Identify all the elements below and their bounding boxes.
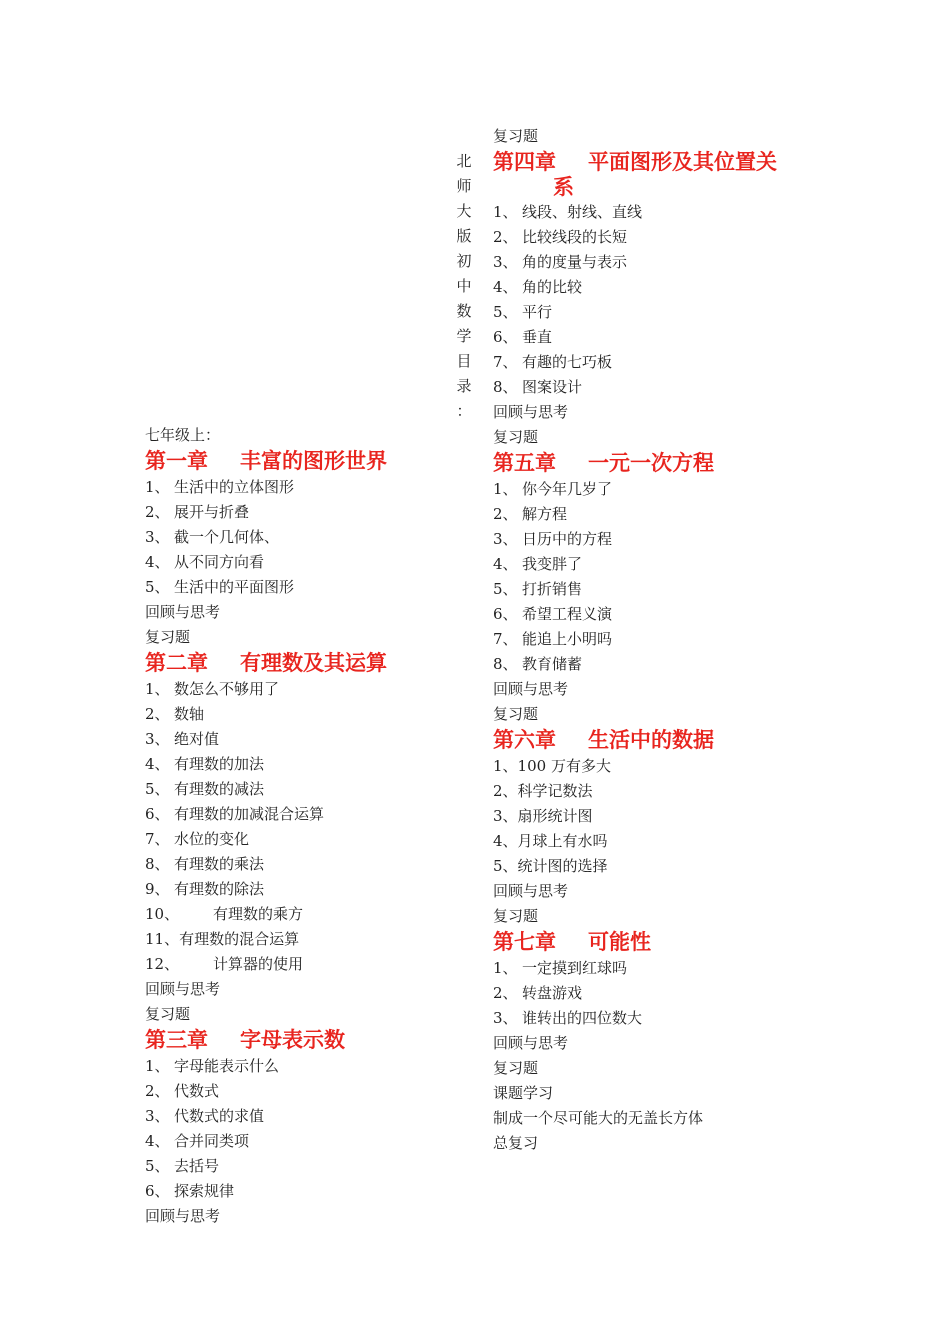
toc-item bbox=[145, 1129, 445, 1154]
toc-section-line: 回顾与思考 bbox=[493, 403, 569, 421]
chapter-number: 第一章 bbox=[145, 449, 208, 473]
review-line: 复习题 bbox=[493, 127, 539, 145]
toc-item-number: 5、 bbox=[145, 578, 170, 596]
toc-item bbox=[145, 877, 445, 902]
toc-section-line: 总复习 bbox=[493, 1134, 539, 1152]
toc-item-title: 代数式 bbox=[174, 1082, 220, 1100]
vertical-title-char: 目 bbox=[456, 352, 472, 370]
chapter-title: 平面图形及其位置关 bbox=[588, 150, 777, 174]
toc-item bbox=[145, 927, 445, 952]
toc-item bbox=[145, 550, 445, 575]
toc-item-title: 水位的变化 bbox=[174, 830, 250, 848]
right-column bbox=[493, 124, 893, 1156]
toc-item-number: 1、 bbox=[493, 203, 518, 221]
toc-item-number: 4、 bbox=[493, 278, 518, 296]
toc-item-title: 有理数的加法 bbox=[174, 755, 265, 773]
toc-item bbox=[145, 1154, 445, 1179]
toc-item bbox=[145, 1104, 445, 1129]
toc-item bbox=[145, 1054, 445, 1079]
chapter-heading bbox=[493, 149, 893, 176]
toc-item-number: 1、 bbox=[493, 480, 518, 498]
chapter-title: 丰富的图形世界 bbox=[240, 449, 387, 473]
toc-item-title: 你今年几岁了 bbox=[522, 480, 613, 498]
toc-item bbox=[493, 577, 893, 602]
toc-item bbox=[493, 225, 893, 250]
toc-item-title: 有趣的七巧板 bbox=[522, 353, 613, 371]
toc-item bbox=[493, 981, 893, 1006]
toc-item bbox=[145, 777, 445, 802]
toc-item bbox=[145, 1179, 445, 1204]
toc-item-number: 2、 bbox=[145, 503, 170, 521]
chapter-heading bbox=[493, 727, 893, 754]
chapter-heading bbox=[493, 929, 893, 956]
toc-item-title: 截一个几何体、 bbox=[174, 528, 280, 546]
vertical-title-char: 录 bbox=[456, 377, 472, 395]
toc-item-number: 4、 bbox=[145, 553, 170, 571]
grade-label: 七年级上： bbox=[145, 426, 221, 444]
toc-section-line: 回顾与思考 bbox=[493, 1034, 569, 1052]
toc-item-title: 谁转出的四位数大 bbox=[522, 1009, 643, 1027]
toc-section-line: 回顾与思考 bbox=[493, 680, 569, 698]
chapter-title: 可能性 bbox=[588, 930, 651, 954]
toc-item-number: 4、 bbox=[145, 1132, 170, 1150]
toc-item-title: 有理数的除法 bbox=[174, 880, 265, 898]
toc-section-line: 课题学习 bbox=[493, 1084, 554, 1102]
toc-item-title: 希望工程义演 bbox=[522, 605, 613, 623]
toc-item-number: 10、 bbox=[145, 905, 180, 923]
toc-section-line: 制成一个尽可能大的无盖长方体 bbox=[493, 1109, 704, 1127]
toc-item-title: 有理数的减法 bbox=[174, 780, 265, 798]
toc-section-line: 回顾与思考 bbox=[145, 980, 221, 998]
toc-item-title: 代数式的求值 bbox=[174, 1107, 265, 1125]
toc-item bbox=[493, 652, 893, 677]
chapter-number: 第四章 bbox=[493, 150, 556, 174]
toc-item bbox=[145, 952, 445, 977]
chapter-title: 生活中的数据 bbox=[588, 728, 714, 752]
toc-item bbox=[145, 752, 445, 777]
toc-item-number: 7、 bbox=[493, 630, 518, 648]
toc-item-number: 4、 bbox=[145, 755, 170, 773]
toc-item-number: 5、 bbox=[145, 780, 170, 798]
toc-item bbox=[493, 1006, 893, 1031]
toc-item-number: 1、 bbox=[145, 1057, 170, 1075]
toc-section-line: 回顾与思考 bbox=[493, 882, 569, 900]
toc-item bbox=[145, 827, 445, 852]
toc-item-number: 1、 bbox=[145, 680, 170, 698]
toc-item-number: 5、 bbox=[493, 857, 518, 875]
toc-item bbox=[145, 902, 445, 927]
toc-item-title: 角的度量与表示 bbox=[522, 253, 628, 271]
toc-section-line: 复习题 bbox=[145, 1005, 191, 1023]
toc-item-title: 统计图的选择 bbox=[517, 857, 608, 875]
toc-item-number: 12、 bbox=[145, 955, 180, 973]
toc-item-title: 字母能表示什么 bbox=[174, 1057, 280, 1075]
toc-item-title: 有理数的混合运算 bbox=[179, 930, 300, 948]
toc-item-number: 3、 bbox=[493, 253, 518, 271]
vertical-title-char: ： bbox=[456, 402, 472, 420]
toc-item bbox=[493, 502, 893, 527]
toc-item-title: 日历中的方程 bbox=[522, 530, 613, 548]
toc-item-title: 数轴 bbox=[174, 705, 205, 723]
chapter-title: 字母表示数 bbox=[240, 1028, 345, 1052]
chapter-heading bbox=[493, 450, 893, 477]
chapter-number: 第六章 bbox=[493, 728, 556, 752]
toc-item-number: 4、 bbox=[493, 832, 518, 850]
toc-item-title: 生活中的平面图形 bbox=[174, 578, 295, 596]
toc-item-number: 7、 bbox=[493, 353, 518, 371]
toc-item-number: 3、 bbox=[493, 530, 518, 548]
toc-item-number: 6、 bbox=[145, 1182, 170, 1200]
toc-item-title: 教育储蓄 bbox=[522, 655, 583, 673]
toc-item-title: 100 万有多大 bbox=[517, 757, 611, 775]
toc-item bbox=[493, 956, 893, 981]
toc-item bbox=[493, 602, 893, 627]
toc-section-line: 复习题 bbox=[145, 628, 191, 646]
toc-item-title: 垂直 bbox=[522, 328, 553, 346]
left-column bbox=[145, 423, 445, 1229]
toc-item-title: 去括号 bbox=[174, 1157, 220, 1175]
toc-item-number: 6、 bbox=[145, 805, 170, 823]
toc-item bbox=[145, 475, 445, 500]
toc-item-number: 2、 bbox=[493, 782, 518, 800]
toc-item-title: 绝对值 bbox=[174, 730, 220, 748]
toc-item-number: 4、 bbox=[493, 555, 518, 573]
toc-item bbox=[493, 350, 893, 375]
toc-item-number: 8、 bbox=[493, 655, 518, 673]
toc-item-number: 1、 bbox=[145, 478, 170, 496]
vertical-title bbox=[455, 150, 473, 425]
chapter-title: 一元一次方程 bbox=[588, 451, 714, 475]
chapter-title: 有理数及其运算 bbox=[240, 651, 387, 675]
toc-item-number: 5、 bbox=[145, 1157, 170, 1175]
toc-item-title: 我变胖了 bbox=[522, 555, 583, 573]
toc-section-line: 复习题 bbox=[493, 1059, 539, 1077]
toc-section-line: 复习题 bbox=[493, 705, 539, 723]
toc-item-title: 扇形统计图 bbox=[517, 807, 593, 825]
toc-item bbox=[493, 754, 893, 779]
toc-item bbox=[145, 677, 445, 702]
toc-item-number: 7、 bbox=[145, 830, 170, 848]
toc-item-title: 合并同类项 bbox=[174, 1132, 250, 1150]
toc-item bbox=[145, 1079, 445, 1104]
toc-item-title: 线段、射线、直线 bbox=[522, 203, 643, 221]
toc-item-number: 2、 bbox=[493, 505, 518, 523]
toc-item-title: 有理数的乘法 bbox=[174, 855, 265, 873]
toc-item bbox=[145, 575, 445, 600]
toc-item-number: 8、 bbox=[145, 855, 170, 873]
toc-item-title: 探索规律 bbox=[174, 1182, 235, 1200]
toc-item-number: 2、 bbox=[493, 984, 518, 1002]
toc-item-title: 生活中的立体图形 bbox=[174, 478, 295, 496]
vertical-title-char: 师 bbox=[456, 177, 472, 195]
vertical-title-char: 初 bbox=[456, 252, 472, 270]
toc-item-number: 2、 bbox=[145, 1082, 170, 1100]
toc-section-line: 回顾与思考 bbox=[145, 1207, 221, 1225]
toc-item bbox=[493, 552, 893, 577]
toc-item-title: 比较线段的长短 bbox=[522, 228, 628, 246]
toc-item-title: 从不同方向看 bbox=[174, 553, 265, 571]
vertical-title-char: 北 bbox=[456, 152, 472, 170]
vertical-title-char: 中 bbox=[456, 277, 472, 295]
toc-item bbox=[145, 702, 445, 727]
toc-item bbox=[493, 854, 893, 879]
chapter-number: 第三章 bbox=[145, 1028, 208, 1052]
toc-item-title: 数怎么不够用了 bbox=[174, 680, 280, 698]
toc-item-title: 展开与折叠 bbox=[174, 503, 250, 521]
toc-item bbox=[493, 375, 893, 400]
toc-item-title: 解方程 bbox=[522, 505, 568, 523]
toc-item-title: 有理数的乘方 bbox=[213, 905, 304, 923]
toc-item-number: 2、 bbox=[493, 228, 518, 246]
toc-section-line: 回顾与思考 bbox=[145, 603, 221, 621]
toc-item bbox=[493, 527, 893, 552]
chapter-number: 第二章 bbox=[145, 651, 208, 675]
toc-item bbox=[145, 802, 445, 827]
toc-item-title: 图案设计 bbox=[522, 378, 583, 396]
toc-item-number: 11、 bbox=[145, 930, 180, 948]
chapter-number: 第五章 bbox=[493, 451, 556, 475]
toc-item-title: 有理数的加减混合运算 bbox=[174, 805, 325, 823]
toc-item-title: 月球上有水吗 bbox=[517, 832, 608, 850]
chapter-heading bbox=[145, 650, 445, 677]
vertical-title-char: 学 bbox=[456, 327, 472, 345]
toc-item-title: 角的比较 bbox=[522, 278, 583, 296]
toc-item bbox=[493, 250, 893, 275]
toc-item-number: 3、 bbox=[145, 1107, 170, 1125]
toc-section-line: 复习题 bbox=[493, 428, 539, 446]
toc-item-number: 6、 bbox=[493, 328, 518, 346]
toc-item bbox=[145, 727, 445, 752]
toc-item bbox=[493, 275, 893, 300]
vertical-title-char: 大 bbox=[456, 202, 472, 220]
toc-item-title: 一定摸到红球吗 bbox=[522, 959, 628, 977]
toc-item bbox=[145, 500, 445, 525]
toc-item-title: 平行 bbox=[522, 303, 553, 321]
chapter-number: 第七章 bbox=[493, 930, 556, 954]
toc-item bbox=[493, 477, 893, 502]
toc-item-number: 5、 bbox=[493, 580, 518, 598]
toc-item-number: 1、 bbox=[493, 959, 518, 977]
toc-item-number: 6、 bbox=[493, 605, 518, 623]
toc-item-title: 能追上小明吗 bbox=[522, 630, 613, 648]
toc-item-title: 转盘游戏 bbox=[522, 984, 583, 1002]
toc-item-number: 3、 bbox=[145, 528, 170, 546]
toc-item-number: 3、 bbox=[493, 807, 518, 825]
toc-item-number: 3、 bbox=[145, 730, 170, 748]
toc-item bbox=[493, 804, 893, 829]
toc-item bbox=[493, 627, 893, 652]
toc-item bbox=[145, 852, 445, 877]
toc-item bbox=[493, 300, 893, 325]
toc-item bbox=[493, 325, 893, 350]
toc-item-number: 2、 bbox=[145, 705, 170, 723]
toc-item bbox=[493, 779, 893, 804]
toc-item-number: 9、 bbox=[145, 880, 170, 898]
toc-item-number: 5、 bbox=[493, 303, 518, 321]
chapter-title-continued: 系 bbox=[553, 175, 574, 199]
toc-item bbox=[493, 829, 893, 854]
toc-item-number: 1、 bbox=[493, 757, 518, 775]
toc-item-number: 3、 bbox=[493, 1009, 518, 1027]
toc-section-line: 复习题 bbox=[493, 907, 539, 925]
toc-item-title: 计算器的使用 bbox=[213, 955, 304, 973]
toc-item-title: 打折销售 bbox=[522, 580, 583, 598]
chapter-heading bbox=[145, 1027, 445, 1054]
vertical-title-char: 版 bbox=[456, 227, 472, 245]
toc-item bbox=[493, 200, 893, 225]
vertical-title-char: 数 bbox=[456, 302, 472, 320]
toc-item-title: 科学记数法 bbox=[517, 782, 593, 800]
toc-item-number: 8、 bbox=[493, 378, 518, 396]
toc-item bbox=[145, 525, 445, 550]
chapter-heading bbox=[145, 448, 445, 475]
